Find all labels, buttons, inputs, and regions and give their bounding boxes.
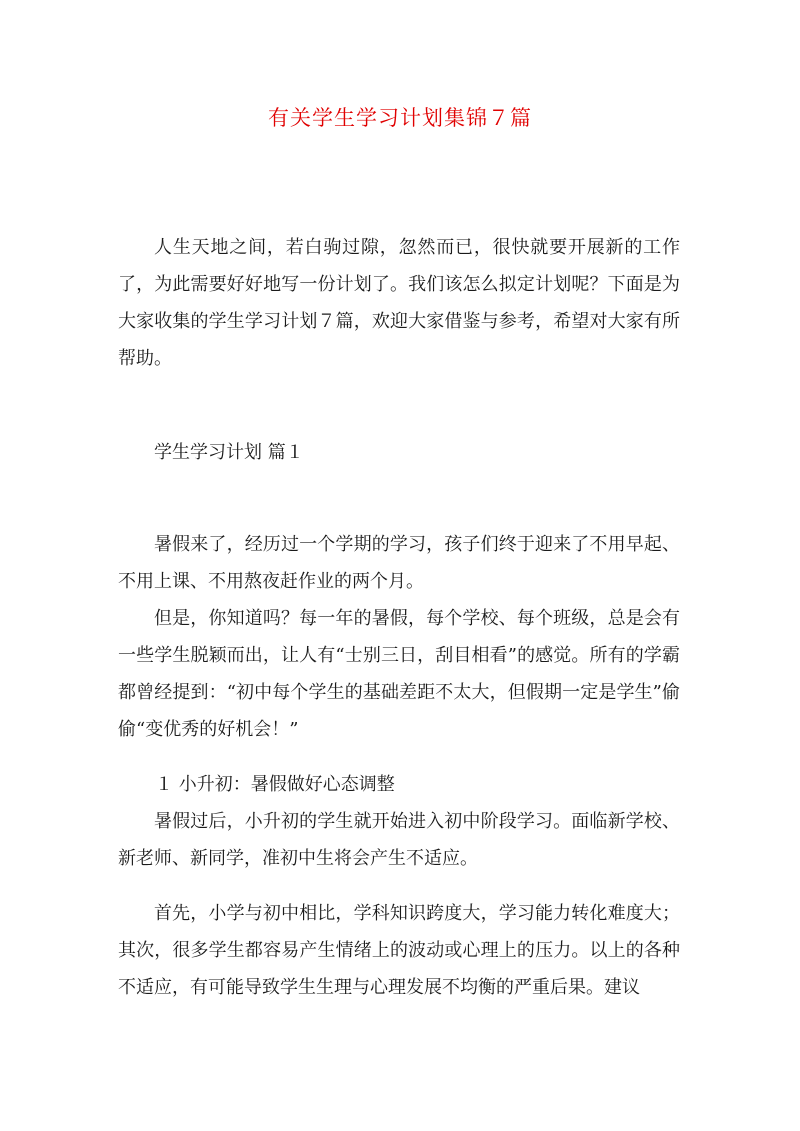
paragraph-3: 暑假过后，小升初的学生就开始进入初中阶段学习。面临新学校、新老师、新同学，准初中生将会产生不适应。 [118,811,680,869]
paragraph-4: 首先，小学与初中相比，学科知识跨度大，学习能力转化难度大；其次，很多学生都容易产生情绪上的波动或心理上的压力。以上的各种不适应，有可能导致学生生理与心理发展不均衡的严重后果。建议 [118,903,680,998]
section-heading: 学生学习计划 篇１ [154,442,304,463]
subheading: １ 小升初：暑假做好心态调整 [155,774,395,795]
document-title: 有关学生学习计划集锦７篇 [268,106,532,130]
paragraph-2: 但是，你知道吗？每一年的暑假，每个学校、每个班级，总是会有一些学生脱颖而出，让人有“士别三日，刮目相看”的感觉。所有的学霸都曾经提到：“初中每个学生的基础差距不太大，但假期一定是学生”偷偷“变优秀的好机会！” [118,608,680,740]
paragraph-1: 暑假来了，经历过一个学期的学习，孩子们终于迎来了不用早起、不用上课、不用熬夜赶作业的两个月。 [118,534,680,592]
intro-paragraph: 人生天地之间，若白驹过隙，忽然而已，很快就要开展新的工作了，为此需要好好地写一份计划了。我们该怎么拟定计划呢？下面是为大家收集的学生学习计划７篇，欢迎大家借鉴与参考，希望对大家有所帮助。 [118,237,680,369]
